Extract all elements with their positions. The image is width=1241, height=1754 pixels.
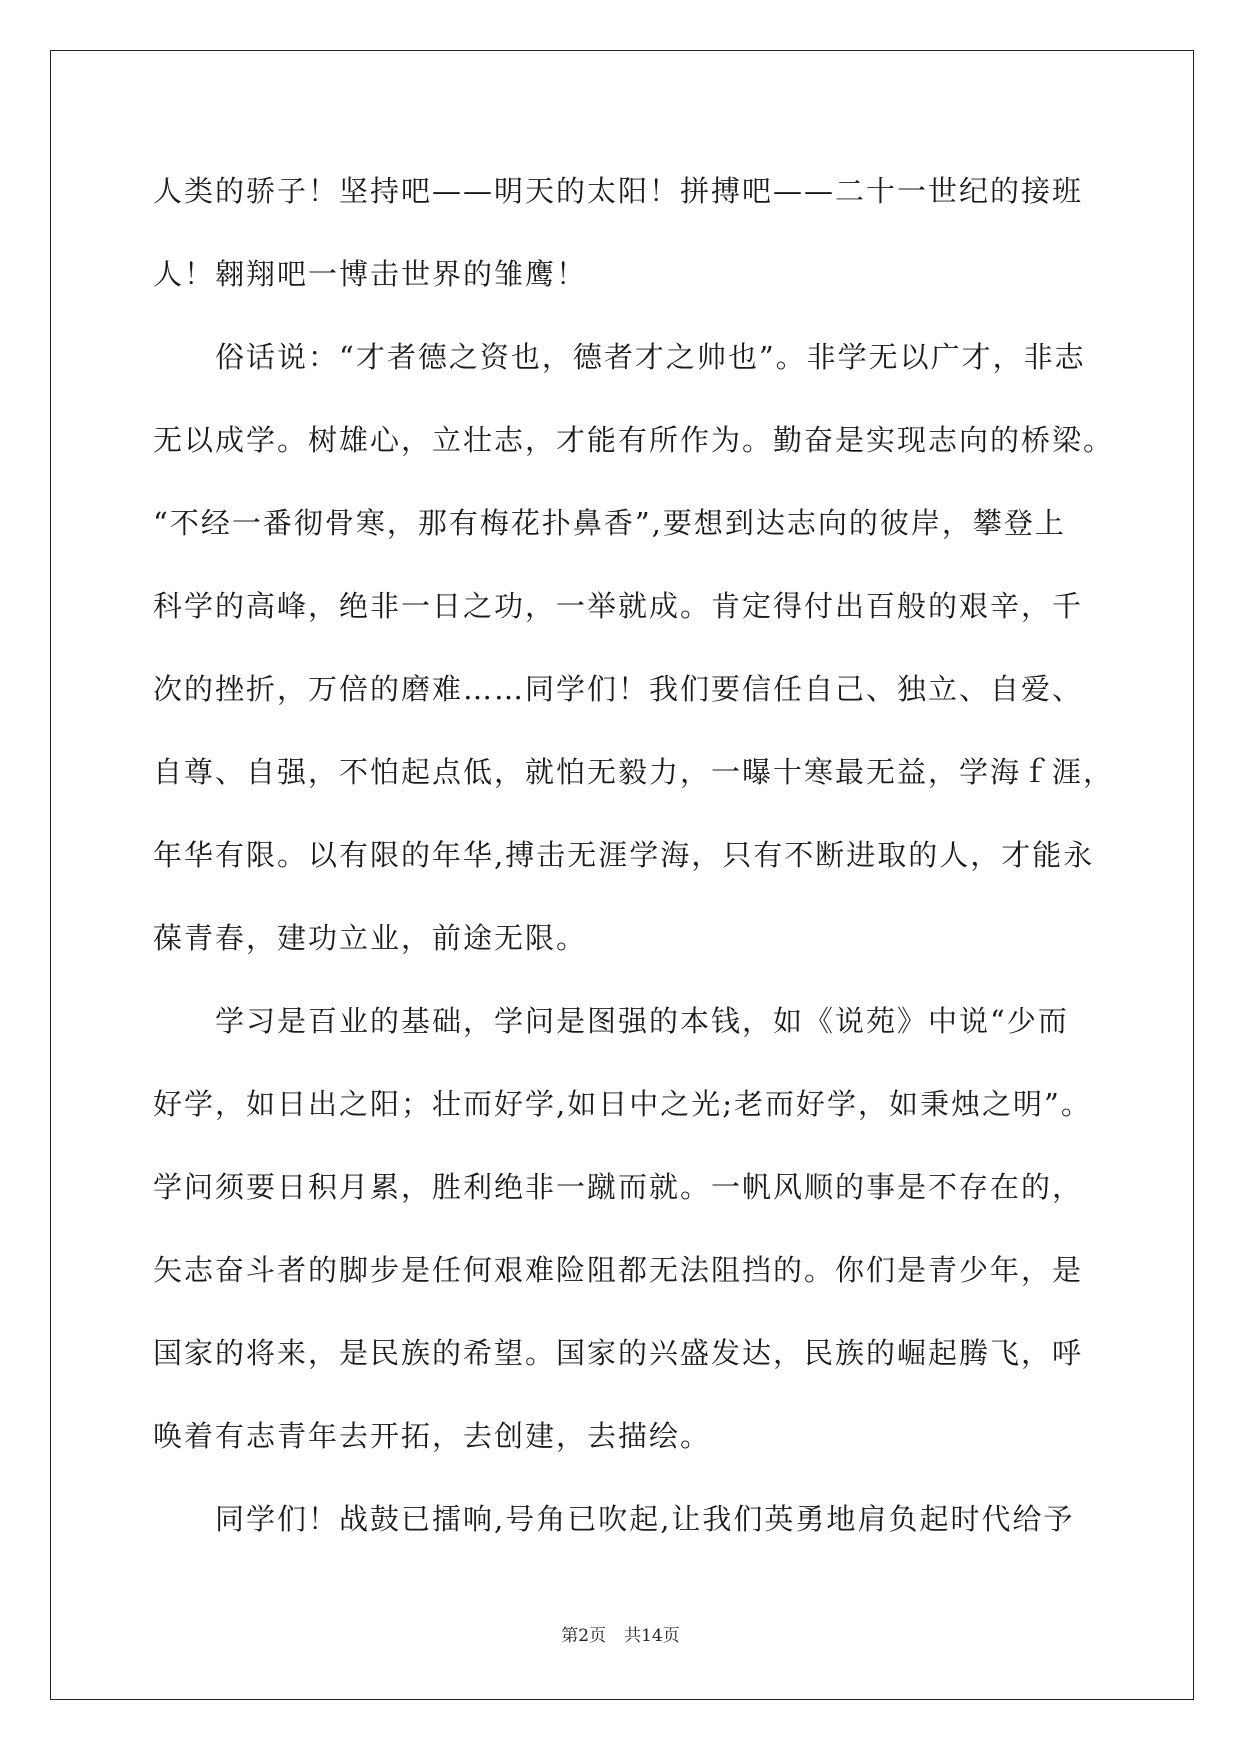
- text-line: 唤着有志青年去开拓，去创建，去描绘。: [153, 1419, 712, 1453]
- text-line: 国家的将来，是民族的希望。国家的兴盛发达，民族的崛起腾飞，呼: [153, 1336, 1084, 1370]
- document-body: [153, 160, 1115, 1571]
- text-line: 年华有限。以有限的年华,搏击无涯学海，只有不断进取的人，才能永: [153, 838, 1095, 872]
- text-line: 人类的骄子！坚持吧——明天的太阳！拼搏吧——二十一世纪的接班: [153, 174, 1084, 208]
- text-line: “不经一番彻骨寒，那有梅花扑鼻香”,要想到达志向的彼岸，攀登上: [153, 506, 1066, 540]
- paragraph-start-line: 俗话说：“才者德之资也，德者才之帅也”。非学无以广才，非志: [215, 340, 1086, 374]
- page-total: 共14页: [624, 1626, 680, 1646]
- text-line: 自尊、自强，不怕起点低，就怕无毅力，一曝十寒最无益，学海ｆ涯，: [153, 755, 1115, 789]
- page-number: 第2页: [561, 1626, 607, 1646]
- text-line: 好学，如日出之阳；壮而好学,如日中之光;老而好学，如秉烛之明”。: [153, 1087, 1092, 1121]
- text-line: 次的挫折，万倍的磨难……同学们！我们要信任自己、独立、自爱、: [153, 672, 1084, 706]
- text-line: 葆青春，建功立业，前途无限。: [153, 921, 588, 955]
- paragraph-start-line: 学习是百业的基础，学问是图强的本钱，如《说苑》中说“少而: [215, 1004, 1069, 1038]
- paragraph-start-line: 同学们！战鼓已擂响,号角已吹起,让我们英勇地肩负起时代给予: [215, 1502, 1075, 1536]
- text-line: 学问须要日积月累，胜利绝非一蹴而就。一帆风顺的事是不存在的，: [153, 1170, 1084, 1204]
- text-line: 人！翱翔吧一博击世界的雏鹰！: [153, 257, 588, 291]
- page-footer: [0, 1621, 1241, 1646]
- text-line: 科学的高峰，绝非一日之功，一举就成。肯定得付出百般的艰辛，千: [153, 589, 1084, 623]
- text-line: 无以成学。树雄心，立壮志，才能有所作为。勤奋是实现志向的桥梁。: [153, 423, 1115, 457]
- text-line: 矢志奋斗者的脚步是任何艰难险阻都无法阻挡的。你们是青少年，是: [153, 1253, 1084, 1287]
